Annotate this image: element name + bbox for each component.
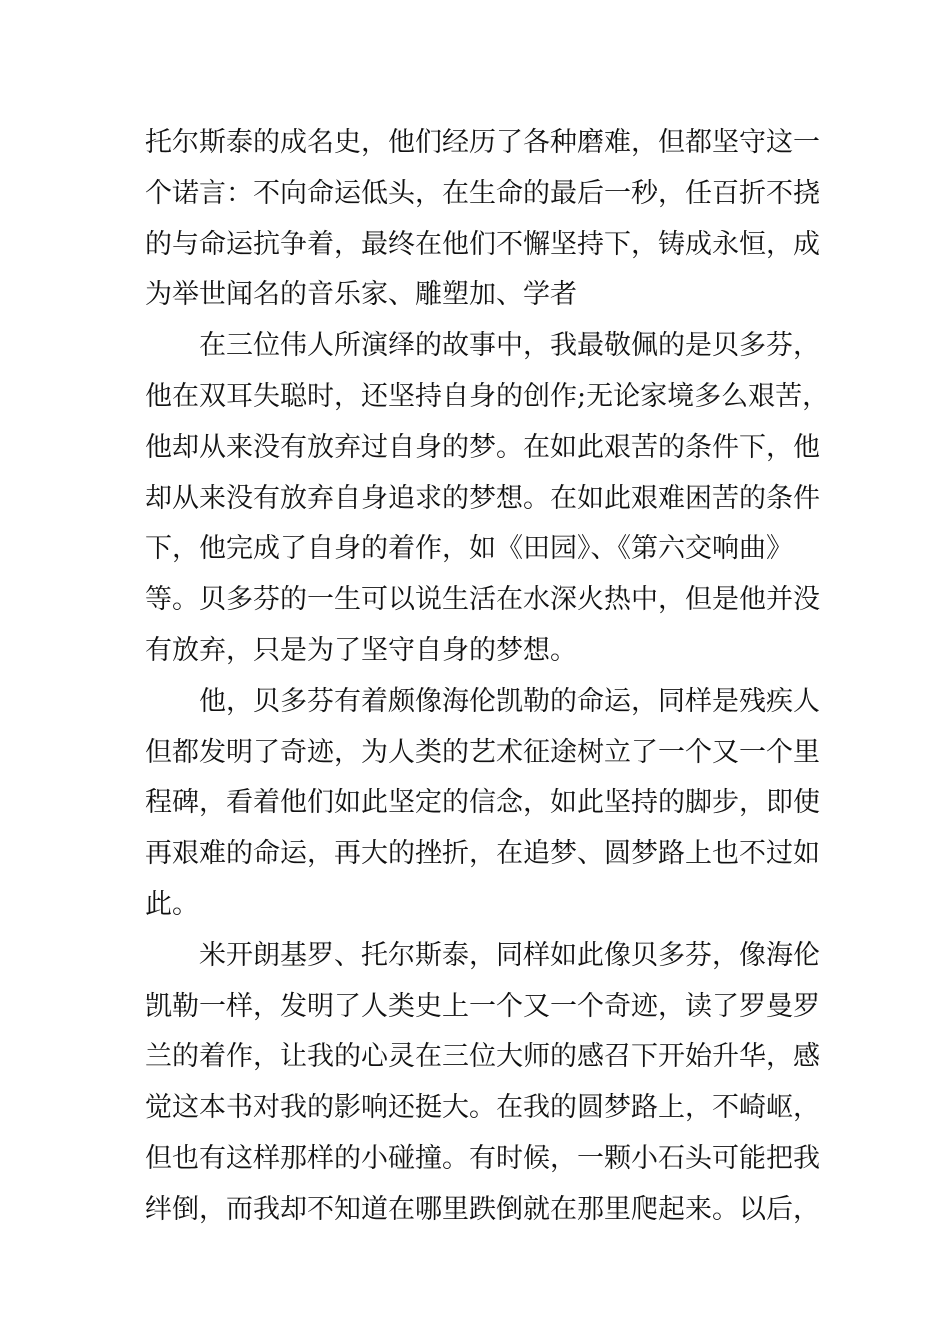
text-line: 兰的着作，让我的心灵在三位大师的感召下开始升华，感 (145, 1041, 820, 1073)
text-line: 程碑，看着他们如此坚定的信念，如此坚持的脚步，即使 (145, 787, 820, 819)
paragraph-3 (145, 677, 820, 931)
text-line: 米开朗基罗、托尔斯泰，同样如此像贝多芬，像海伦 (199, 939, 820, 971)
paragraph-2 (145, 321, 830, 677)
text-line: 他，贝多芬有着颇像海伦凯勒的命运，同样是残疾人 (199, 685, 820, 717)
text-line: 但也有这样那样的小碰撞。有时候，一颗小石头可能把我 (145, 1142, 820, 1174)
paragraph-4 (145, 931, 820, 1236)
text-line: 绊倒，而我却不知道在哪里跌倒就在那里爬起来。以后， (145, 1193, 820, 1225)
text-line: 却从来没有放弃自身追求的梦想。在如此艰难困苦的条件 (145, 482, 820, 514)
text-line: 有放弃，只是为了坚守自身的梦想。 (145, 634, 577, 666)
text-line: 托尔斯泰的成名史，他们经历了各种磨难，但都坚守这一 (145, 127, 820, 158)
document-body (145, 118, 830, 1236)
text-line: 他却从来没有放弃过自身的梦。在如此艰苦的条件下，他 (145, 431, 820, 463)
text-line: 等。贝多芬的一生可以说生活在水深火热中，但是他并没 (145, 584, 820, 616)
text-line: 再艰难的命运，再大的挫折，在追梦、圆梦路上也不过如 (145, 838, 820, 870)
text-line: 觉这本书对我的影响还挺大。在我的圆梦路上，不崎岖， (145, 1092, 820, 1124)
text-line: 凯勒一样，发明了人类史上一个又一个奇迹，读了罗曼罗 (145, 990, 820, 1022)
paragraph-1 (145, 118, 820, 321)
text-line: 为举世闻名的音乐家、雕塑加、学者 (145, 279, 577, 311)
text-line: 个诺言：不向命运低头，在生命的最后一秒，任百折不挠 (145, 177, 820, 209)
text-line: 下，他完成了自身的着作，如《田园》、《第六交响曲》 (145, 533, 793, 565)
text-line: 的与命运抗争着，最终在他们不懈坚持下，铸成永恒，成 (145, 228, 820, 260)
text-line: 此。 (145, 888, 199, 920)
text-line: 在三位伟人所演绎的故事中，我最敬佩的是贝多芬， (199, 330, 820, 362)
text-line: 但都发明了奇迹，为人类的艺术征途树立了一个又一个里 (145, 736, 820, 768)
text-line: 他在双耳失聪时，还坚持自身的创作;无论家境多么艰苦， (145, 380, 830, 412)
